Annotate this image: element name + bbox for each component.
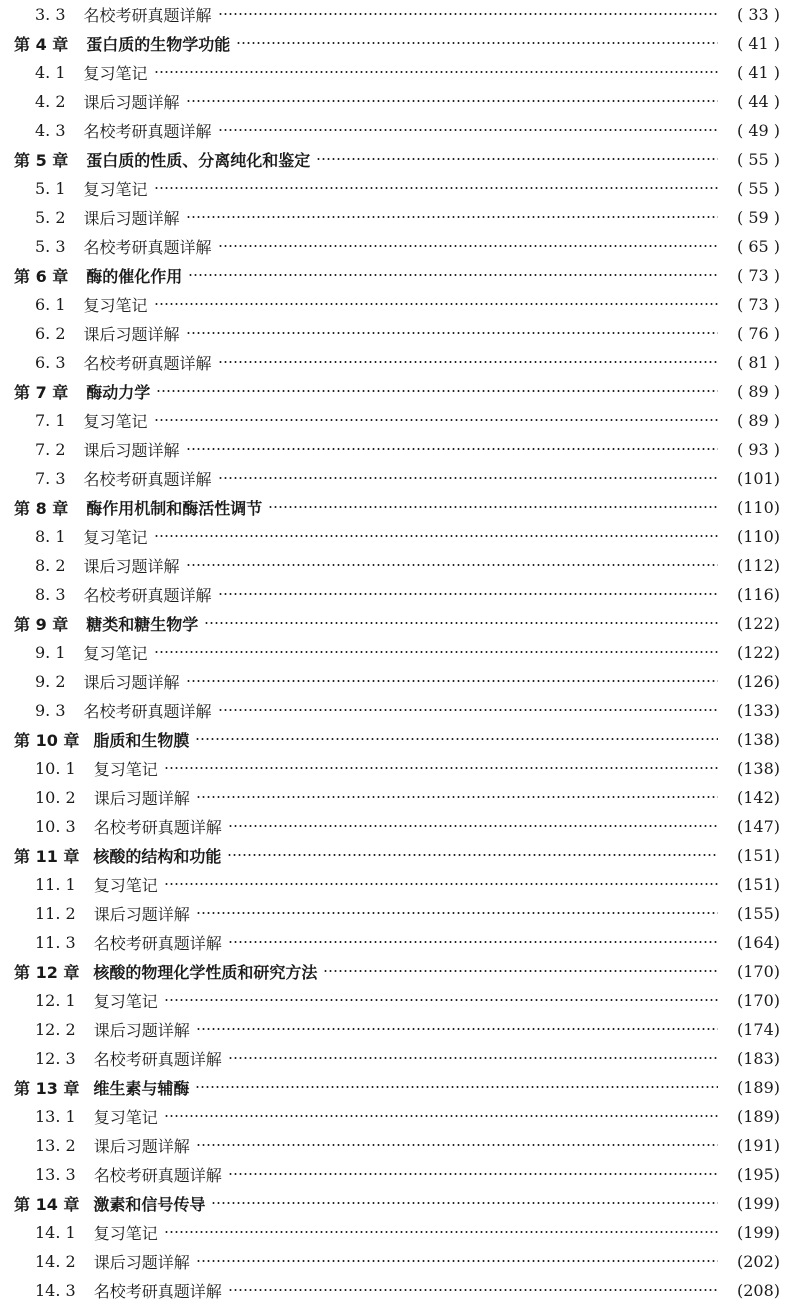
entry-page-number: (110) (736, 497, 780, 517)
entry-title: 课后习题详解 (93, 1252, 190, 1272)
toc-section-entry[interactable] (0, 639, 790, 665)
toc-section-entry[interactable] (0, 929, 790, 955)
entry-page-number: ( 93 ) (736, 439, 780, 459)
entry-page-number: ( 33 ) (736, 4, 780, 24)
entry-title: 复习笔记 (93, 1223, 158, 1243)
entry-title: 名校考研真题详解 (83, 469, 212, 489)
toc-chapter-entry[interactable] (0, 1190, 790, 1216)
toc-chapter-entry[interactable] (0, 958, 790, 984)
entry-title: 课后习题详解 (93, 904, 190, 924)
entry-page-number: (183) (736, 1048, 780, 1068)
dot-leader (316, 151, 718, 167)
entry-title: 脂质和生物膜 (93, 730, 190, 750)
entry-number: 8. 1 (35, 526, 66, 546)
dot-leader (164, 760, 718, 776)
entry-title: 名校考研真题详解 (83, 5, 212, 25)
entry-page-number: (151) (736, 874, 780, 894)
entry-number: 5. 2 (35, 207, 66, 227)
dot-leader (228, 1050, 718, 1066)
toc-section-entry[interactable] (0, 1248, 790, 1274)
entry-title: 课后习题详解 (83, 672, 180, 692)
dot-leader (186, 209, 718, 225)
entry-page-number: ( 55 ) (736, 178, 780, 198)
toc-section-entry[interactable] (0, 233, 790, 259)
dot-leader (154, 180, 718, 196)
entry-page-number: (147) (736, 816, 780, 836)
entry-number: 12. 3 (35, 1048, 76, 1068)
dot-leader (154, 296, 718, 312)
entry-number: 10. 1 (35, 758, 76, 778)
entry-title: 名校考研真题详解 (83, 585, 212, 605)
entry-number: 第 11 章 (14, 846, 80, 866)
toc-section-entry[interactable] (0, 436, 790, 462)
toc-section-entry[interactable] (0, 1045, 790, 1071)
entry-title: 复习笔记 (83, 411, 148, 431)
entry-page-number: (170) (736, 961, 780, 981)
dot-leader (196, 789, 718, 805)
toc-section-entry[interactable] (0, 1016, 790, 1042)
entry-page-number: (138) (736, 758, 780, 778)
entry-title: 酶的催化作用 (86, 266, 183, 286)
dot-leader (218, 586, 718, 602)
dot-leader (195, 1079, 718, 1095)
entry-page-number: ( 73 ) (736, 265, 780, 285)
entry-page-number: (191) (736, 1135, 780, 1155)
entry-number: 11. 2 (35, 903, 76, 923)
entry-page-number: (199) (736, 1222, 780, 1242)
dot-leader (164, 1224, 718, 1240)
entry-page-number: (189) (736, 1077, 780, 1097)
entry-number: 7. 1 (35, 410, 66, 430)
dot-leader (204, 615, 718, 631)
entry-number: 7. 3 (35, 468, 66, 488)
entry-number: 13. 1 (35, 1106, 76, 1126)
entry-number: 7. 2 (35, 439, 66, 459)
entry-title: 名校考研真题详解 (93, 817, 222, 837)
entry-number: 14. 3 (35, 1280, 76, 1300)
dot-leader (228, 934, 718, 950)
entry-page-number: (142) (736, 787, 780, 807)
dot-leader (154, 528, 718, 544)
entry-number: 第 4 章 (14, 34, 69, 54)
toc-section-entry[interactable] (0, 349, 790, 375)
entry-number: 第 7 章 (14, 382, 69, 402)
entry-number: 6. 2 (35, 323, 66, 343)
entry-number: 第 13 章 (14, 1078, 80, 1098)
toc-chapter-entry[interactable] (0, 146, 790, 172)
dot-leader (218, 238, 718, 254)
entry-title: 复习笔记 (93, 875, 158, 895)
entry-number: 9. 3 (35, 700, 66, 720)
toc-section-entry[interactable] (0, 581, 790, 607)
dot-leader (228, 818, 718, 834)
entry-title: 复习笔记 (83, 643, 148, 663)
entry-page-number: (155) (736, 903, 780, 923)
entry-page-number: (138) (736, 729, 780, 749)
dot-leader (154, 412, 718, 428)
toc-section-entry[interactable] (0, 784, 790, 810)
entry-number: 14. 2 (35, 1251, 76, 1271)
entry-title: 课后习题详解 (93, 1020, 190, 1040)
entry-number: 11. 3 (35, 932, 76, 952)
entry-title: 课后习题详解 (83, 92, 180, 112)
entry-title: 课后习题详解 (93, 788, 190, 808)
entry-title: 酶作用机制和酶活性调节 (86, 498, 263, 518)
entry-number: 4. 3 (35, 120, 66, 140)
toc-chapter-entry[interactable] (0, 842, 790, 868)
toc-section-entry[interactable] (0, 1103, 790, 1129)
toc-section-entry[interactable] (0, 1219, 790, 1245)
dot-leader (218, 354, 718, 370)
toc-section-entry[interactable] (0, 1161, 790, 1187)
entry-title: 核酸的结构和功能 (93, 846, 222, 866)
entry-title: 名校考研真题详解 (93, 1049, 222, 1069)
entry-number: 第 10 章 (14, 730, 80, 750)
dot-leader (186, 673, 718, 689)
entry-number: 第 5 章 (14, 150, 69, 170)
entry-page-number: ( 41 ) (736, 62, 780, 82)
dot-leader (164, 1108, 718, 1124)
entry-number: 3. 3 (35, 4, 66, 24)
dot-leader (195, 731, 718, 747)
toc-section-entry[interactable] (0, 291, 790, 317)
toc-section-entry[interactable] (0, 813, 790, 839)
entry-title: 课后习题详解 (83, 440, 180, 460)
dot-leader (268, 499, 718, 515)
entry-page-number: ( 55 ) (736, 149, 780, 169)
entry-title: 课后习题详解 (83, 324, 180, 344)
toc-chapter-entry[interactable] (0, 494, 790, 520)
dot-leader (227, 847, 718, 863)
toc-section-entry[interactable] (0, 697, 790, 723)
entry-title: 课后习题详解 (83, 556, 180, 576)
entry-number: 第 6 章 (14, 266, 69, 286)
entry-number: 9. 1 (35, 642, 66, 662)
entry-page-number: (112) (736, 555, 780, 575)
dot-leader (323, 963, 718, 979)
entry-title: 复习笔记 (93, 759, 158, 779)
entry-page-number: (189) (736, 1106, 780, 1126)
dot-leader (154, 644, 718, 660)
dot-leader (211, 1195, 718, 1211)
dot-leader (218, 702, 718, 718)
entry-title: 名校考研真题详解 (93, 933, 222, 953)
dot-leader (196, 1021, 718, 1037)
entry-page-number: (101) (736, 468, 780, 488)
toc-section-entry[interactable] (0, 987, 790, 1013)
entry-page-number: ( 81 ) (736, 352, 780, 372)
dot-leader (228, 1282, 718, 1298)
entry-title: 复习笔记 (83, 295, 148, 315)
entry-number: 第 8 章 (14, 498, 69, 518)
entry-number: 10. 2 (35, 787, 76, 807)
entry-number: 13. 2 (35, 1135, 76, 1155)
entry-number: 11. 1 (35, 874, 76, 894)
dot-leader (154, 64, 718, 80)
toc-section-entry[interactable] (0, 523, 790, 549)
entry-page-number: (208) (736, 1280, 780, 1300)
entry-page-number: (110) (736, 526, 780, 546)
entry-page-number: ( 89 ) (736, 410, 780, 430)
toc-chapter-entry[interactable] (0, 378, 790, 404)
entry-page-number: ( 89 ) (736, 381, 780, 401)
entry-number: 12. 1 (35, 990, 76, 1010)
entry-title: 复习笔记 (83, 179, 148, 199)
entry-number: 4. 2 (35, 91, 66, 111)
entry-page-number: (195) (736, 1164, 780, 1184)
entry-page-number: (199) (736, 1193, 780, 1213)
dot-leader (218, 6, 718, 22)
entry-page-number: (170) (736, 990, 780, 1010)
entry-number: 6. 3 (35, 352, 66, 372)
entry-number: 13. 3 (35, 1164, 76, 1184)
entry-page-number: (202) (736, 1251, 780, 1271)
entry-number: 14. 1 (35, 1222, 76, 1242)
dot-leader (164, 876, 718, 892)
toc-section-entry[interactable] (0, 755, 790, 781)
entry-page-number: ( 65 ) (736, 236, 780, 256)
entry-title: 名校考研真题详解 (83, 701, 212, 721)
dot-leader (196, 905, 718, 921)
toc-section-entry[interactable] (0, 88, 790, 114)
entry-title: 复习笔记 (93, 1107, 158, 1127)
entry-page-number: (164) (736, 932, 780, 952)
toc-section-entry[interactable] (0, 1277, 790, 1303)
entry-number: 6. 1 (35, 294, 66, 314)
toc-section-entry[interactable] (0, 320, 790, 346)
entry-page-number: ( 49 ) (736, 120, 780, 140)
toc-chapter-entry[interactable] (0, 1074, 790, 1100)
entry-title: 名校考研真题详解 (93, 1165, 222, 1185)
entry-title: 名校考研真题详解 (83, 121, 212, 141)
toc-section-entry[interactable] (0, 175, 790, 201)
entry-title: 名校考研真题详解 (93, 1281, 222, 1301)
toc-section-entry[interactable] (0, 1132, 790, 1158)
toc-chapter-entry[interactable] (0, 726, 790, 752)
entry-title: 课后习题详解 (83, 208, 180, 228)
entry-number: 9. 2 (35, 671, 66, 691)
dot-leader (218, 122, 718, 138)
entry-page-number: (122) (736, 642, 780, 662)
entry-title: 复习笔记 (83, 527, 148, 547)
toc-chapter-entry[interactable] (0, 262, 790, 288)
entry-number: 第 9 章 (14, 614, 69, 634)
entry-page-number: ( 44 ) (736, 91, 780, 111)
dot-leader (218, 470, 718, 486)
entry-page-number: (126) (736, 671, 780, 691)
dot-leader (228, 1166, 718, 1182)
toc-section-entry[interactable] (0, 59, 790, 85)
entry-title: 名校考研真题详解 (83, 353, 212, 373)
entry-title: 复习笔记 (83, 63, 148, 83)
toc-section-entry[interactable] (0, 1, 790, 27)
entry-page-number: (174) (736, 1019, 780, 1039)
dot-leader (186, 93, 718, 109)
toc-section-entry[interactable] (0, 465, 790, 491)
entry-title: 蛋白质的生物学功能 (86, 34, 231, 54)
toc-section-entry[interactable] (0, 204, 790, 230)
entry-title: 维生素与辅酶 (93, 1078, 190, 1098)
entry-page-number: (116) (736, 584, 780, 604)
entry-title: 复习笔记 (93, 991, 158, 1011)
dot-leader (186, 557, 718, 573)
entry-number: 12. 2 (35, 1019, 76, 1039)
entry-page-number: (151) (736, 845, 780, 865)
dot-leader (186, 325, 718, 341)
dot-leader (196, 1137, 718, 1153)
entry-number: 4. 1 (35, 62, 66, 82)
entry-title: 酶动力学 (86, 382, 151, 402)
dot-leader (236, 35, 718, 51)
entry-title: 糖类和糖生物学 (86, 614, 199, 634)
toc-section-entry[interactable] (0, 668, 790, 694)
entry-title: 核酸的物理化学性质和研究方法 (93, 962, 318, 982)
toc-section-entry[interactable] (0, 871, 790, 897)
toc-section-entry[interactable] (0, 552, 790, 578)
toc-section-entry[interactable] (0, 117, 790, 143)
entry-title: 蛋白质的性质、分离纯化和鉴定 (86, 150, 311, 170)
entry-number: 第 14 章 (14, 1194, 80, 1214)
dot-leader (156, 383, 718, 399)
dot-leader (188, 267, 718, 283)
entry-number: 8. 3 (35, 584, 66, 604)
entry-title: 名校考研真题详解 (83, 237, 212, 257)
entry-number: 8. 2 (35, 555, 66, 575)
entry-title: 课后习题详解 (93, 1136, 190, 1156)
entry-page-number: (133) (736, 700, 780, 720)
toc-section-entry[interactable] (0, 407, 790, 433)
entry-page-number: ( 41 ) (736, 33, 780, 53)
entry-page-number: ( 59 ) (736, 207, 780, 227)
entry-number: 10. 3 (35, 816, 76, 836)
entry-page-number: (122) (736, 613, 780, 633)
entry-number: 5. 3 (35, 236, 66, 256)
entry-page-number: ( 76 ) (736, 323, 780, 343)
entry-number: 5. 1 (35, 178, 66, 198)
toc-chapter-entry[interactable] (0, 30, 790, 56)
toc-chapter-entry[interactable] (0, 610, 790, 636)
entry-page-number: ( 73 ) (736, 294, 780, 314)
entry-number: 第 12 章 (14, 962, 80, 982)
dot-leader (196, 1253, 718, 1269)
toc-section-entry[interactable] (0, 900, 790, 926)
entry-title: 激素和信号传导 (93, 1194, 206, 1214)
dot-leader (186, 441, 718, 457)
dot-leader (164, 992, 718, 1008)
